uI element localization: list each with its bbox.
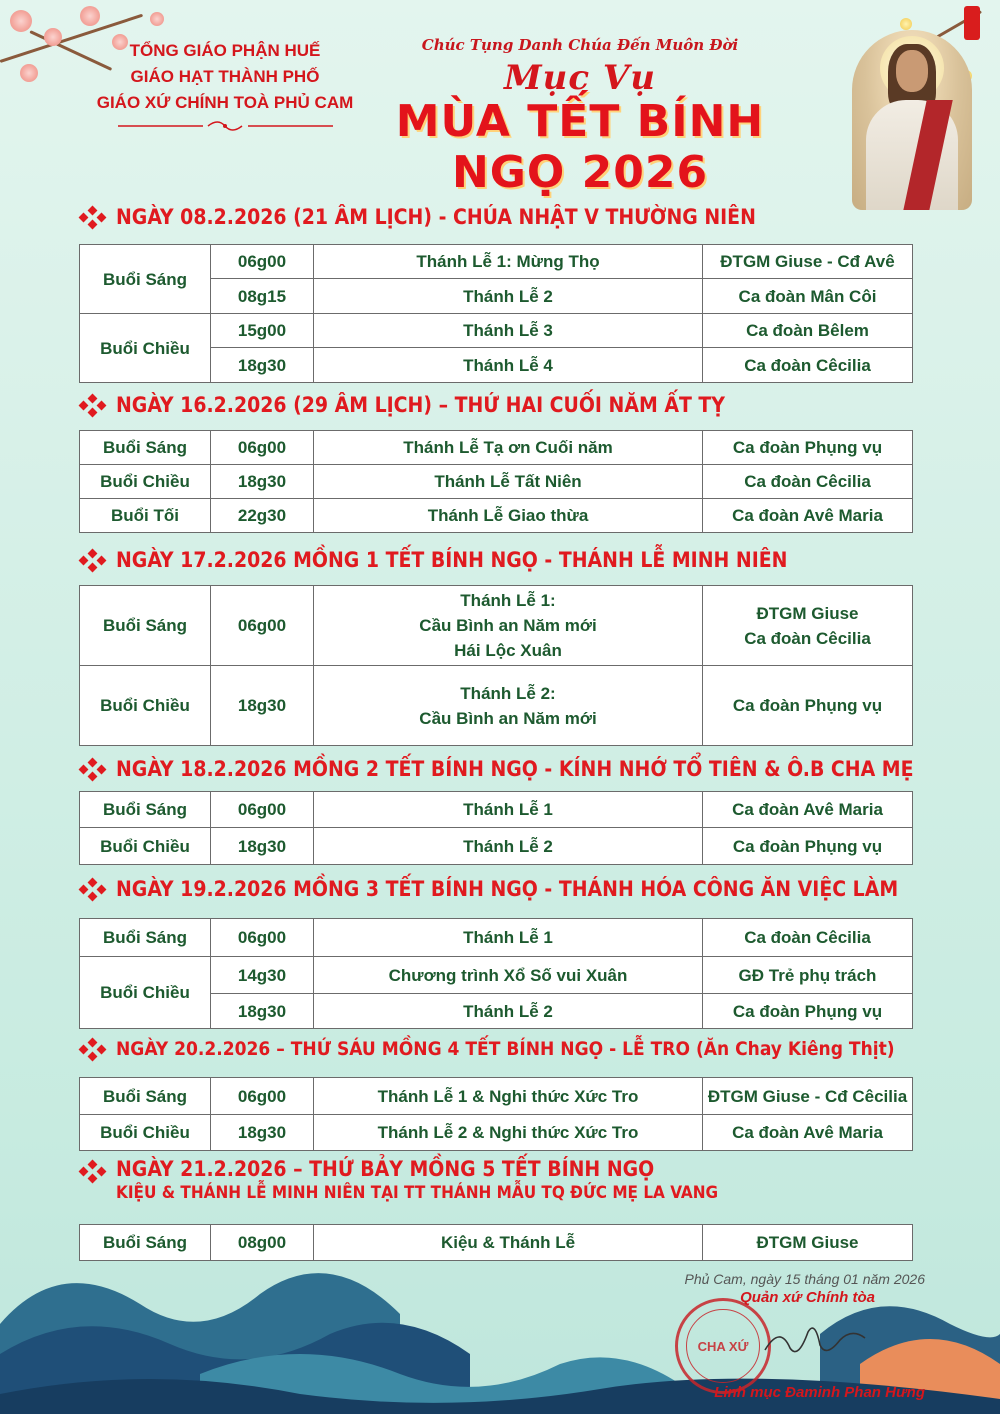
session-cell: Buổi Chiều [80, 957, 211, 1029]
event-cell: Thánh Lễ 2: Cầu Bình an Năm mới [314, 666, 703, 746]
section-heading: NGÀY 18.2.2026 MỒNG 2 TẾT BÍNH NGỌ - KÍNH NHỚ TỔ TIÊN & Ô.B CHA MẸ [80, 757, 914, 781]
event-cell: Thánh Lễ 4 [314, 348, 703, 383]
time-cell: 08g00 [211, 1225, 314, 1261]
time-cell: 18g30 [211, 1115, 314, 1151]
time-cell: 06g00 [211, 245, 314, 279]
lantern-icon [964, 6, 980, 40]
choir-cell: ĐTGM Giuse - Cđ Cêcilia [703, 1078, 913, 1115]
signature [760, 1320, 870, 1360]
choir-cell: ĐTGM Giuse - Cđ Avê [703, 245, 913, 279]
time-cell: 06g00 [211, 919, 314, 957]
session-cell: Buổi Sáng [80, 586, 211, 666]
event-cell: Thánh Lễ 1 & Nghi thức Xức Tro [314, 1078, 703, 1115]
choir-cell: Ca đoàn Cêcilia [703, 919, 913, 957]
jesus-portrait [852, 30, 972, 210]
section-heading: NGÀY 08.2.2026 (21 ÂM LỊCH) - CHÚA NHẬT V THƯỜNG NIÊN [80, 205, 756, 229]
signoff-block [595, 1271, 925, 1306]
table-row [80, 792, 913, 828]
choir-cell: Ca đoàn Phụng vụ [703, 828, 913, 865]
choir-cell: Ca đoàn Avê Maria [703, 792, 913, 828]
choir-cell: Ca đoàn Phụng vụ [703, 666, 913, 746]
event-cell: Thánh Lễ 2 & Nghi thức Xức Tro [314, 1115, 703, 1151]
time-cell: 14g30 [211, 957, 314, 994]
signer-title: Quản xứ Chính tòa [740, 1289, 875, 1306]
schedule-table [79, 918, 913, 1029]
table-row [80, 431, 913, 465]
time-cell: 18g30 [211, 465, 314, 499]
time-cell: 08g15 [211, 279, 314, 314]
table-row [80, 1078, 913, 1115]
event-cell: Thánh Lễ 1 [314, 919, 703, 957]
choir-cell: Ca đoàn Cêcilia [703, 465, 913, 499]
signoff-date: Phủ Cam, ngày 15 tháng 01 năm 2026 [684, 1271, 925, 1287]
time-cell: 06g00 [211, 431, 314, 465]
subtitle: Mục Vụ [504, 58, 656, 98]
choir-cell: Ca đoàn Cêcilia [703, 348, 913, 383]
event-cell: Thánh Lễ 2 [314, 279, 703, 314]
diocese-block [60, 38, 390, 116]
motto: Chúc Tụng Danh Chúa Đến Muôn Đời [421, 36, 739, 54]
diamond-bullet-icon [80, 550, 106, 570]
diamond-bullet-icon [80, 879, 106, 899]
table-row [80, 586, 913, 666]
time-cell: 06g00 [211, 586, 314, 666]
event-cell: Thánh Lễ 1 [314, 792, 703, 828]
parish-line: GIÁO XỨ CHÍNH TOÀ PHỦ CAM [96, 93, 354, 112]
schedule-table [79, 791, 913, 865]
time-cell: 22g30 [211, 499, 314, 533]
section-heading: NGÀY 16.2.2026 (29 ÂM LỊCH) – THỨ HAI CUỐI NĂM ẤT TỴ [80, 393, 725, 417]
table-row [80, 245, 913, 279]
session-cell: Buổi Chiều [80, 666, 211, 746]
ornament-divider [118, 120, 333, 132]
diamond-bullet-icon [80, 207, 106, 227]
time-cell: 06g00 [211, 1078, 314, 1115]
choir-cell: Ca đoàn Phụng vụ [703, 994, 913, 1029]
choir-cell: GĐ Trẻ phụ trách [703, 957, 913, 994]
session-cell: Buổi Sáng [80, 245, 211, 314]
deanery-line: GIÁO HẠT THÀNH PHỐ [130, 67, 320, 86]
parish-seal: CHA XỨ [675, 1298, 771, 1394]
event-cell: Thánh Lễ 2 [314, 994, 703, 1029]
section-heading: NGÀY 17.2.2026 MỒNG 1 TẾT BÍNH NGỌ - THÁNH LỄ MINH NIÊN [80, 548, 787, 572]
time-cell: 15g00 [211, 314, 314, 348]
event-cell: Thánh Lễ Giao thừa [314, 499, 703, 533]
session-cell: Buổi Sáng [80, 919, 211, 957]
session-cell: Buổi Tối [80, 499, 211, 533]
diocese-line: TỔNG GIÁO PHẬN HUẾ [129, 41, 321, 60]
time-cell: 18g30 [211, 994, 314, 1029]
table-row [80, 465, 913, 499]
time-cell: 18g30 [211, 828, 314, 865]
table-row [80, 314, 913, 348]
schedule-table [79, 1077, 913, 1151]
diamond-bullet-icon [80, 1161, 106, 1181]
session-cell: Buổi Sáng [80, 1078, 211, 1115]
session-cell: Buổi Chiều [80, 828, 211, 865]
time-cell: 06g00 [211, 792, 314, 828]
session-cell: Buổi Sáng [80, 1225, 211, 1261]
choir-cell: Ca đoàn Phụng vụ [703, 431, 913, 465]
table-row [80, 919, 913, 957]
section-heading: NGÀY 21.2.2026 – THỨ BẢY MỒNG 5 TẾT BÍNH NGỌ KIỆU & THÁNH LỄ MINH NIÊN TẠI TT THÁNH MẪU TQ ĐỨC MẸ LA VANG [80, 1157, 718, 1203]
event-cell: Thánh Lễ Tất Niên [314, 465, 703, 499]
diamond-bullet-icon [80, 395, 106, 415]
schedule-table [79, 430, 913, 533]
table-row [80, 499, 913, 533]
event-cell: Thánh Lễ 1: Cầu Bình an Năm mới Hái Lộc Xuân [314, 586, 703, 666]
session-cell: Buổi Sáng [80, 431, 211, 465]
table-row [80, 957, 913, 994]
event-cell: Thánh Lễ Tạ ơn Cuối năm [314, 431, 703, 465]
diamond-bullet-icon [80, 759, 106, 779]
header-title-block [360, 36, 800, 198]
choir-cell: Ca đoàn Bêlem [703, 314, 913, 348]
event-cell: Thánh Lễ 2 [314, 828, 703, 865]
choir-cell: Ca đoàn Avê Maria [703, 499, 913, 533]
time-cell: 18g30 [211, 666, 314, 746]
event-cell: Chương trình Xổ Số vui Xuân [314, 957, 703, 994]
diamond-bullet-icon [80, 1039, 106, 1059]
section-heading: NGÀY 20.2.2026 – THỨ SÁU MỒNG 4 TẾT BÍNH NGỌ - LỄ TRO (Ăn Chay Kiêng Thịt) [80, 1038, 895, 1060]
signer-name: Linh mục Đaminh Phan Hưng [714, 1384, 925, 1401]
table-row [80, 828, 913, 865]
session-cell: Buổi Chiều [80, 1115, 211, 1151]
event-cell: Kiệu & Thánh Lễ [314, 1225, 703, 1261]
event-cell: Thánh Lễ 3 [314, 314, 703, 348]
session-cell: Buổi Chiều [80, 465, 211, 499]
schedule-table [79, 244, 913, 383]
choir-cell: Ca đoàn Mân Côi [703, 279, 913, 314]
time-cell: 18g30 [211, 348, 314, 383]
section-heading: NGÀY 19.2.2026 MỒNG 3 TẾT BÍNH NGỌ - THÁNH HÓA CÔNG ĂN VIỆC LÀM [80, 877, 898, 901]
session-cell: Buổi Chiều [80, 314, 211, 383]
table-row [80, 666, 913, 746]
event-cell: Thánh Lễ 1: Mừng Thọ [314, 245, 703, 279]
choir-cell: Ca đoàn Avê Maria [703, 1115, 913, 1151]
schedule-table [79, 585, 913, 746]
session-cell: Buổi Sáng [80, 792, 211, 828]
choir-cell: ĐTGM Giuse Ca đoàn Cêcilia [703, 586, 913, 666]
page-title: MÙA TẾT BÍNH NGỌ 2026 [395, 96, 765, 198]
table-row [80, 1115, 913, 1151]
choir-cell: ĐTGM Giuse [703, 1225, 913, 1261]
